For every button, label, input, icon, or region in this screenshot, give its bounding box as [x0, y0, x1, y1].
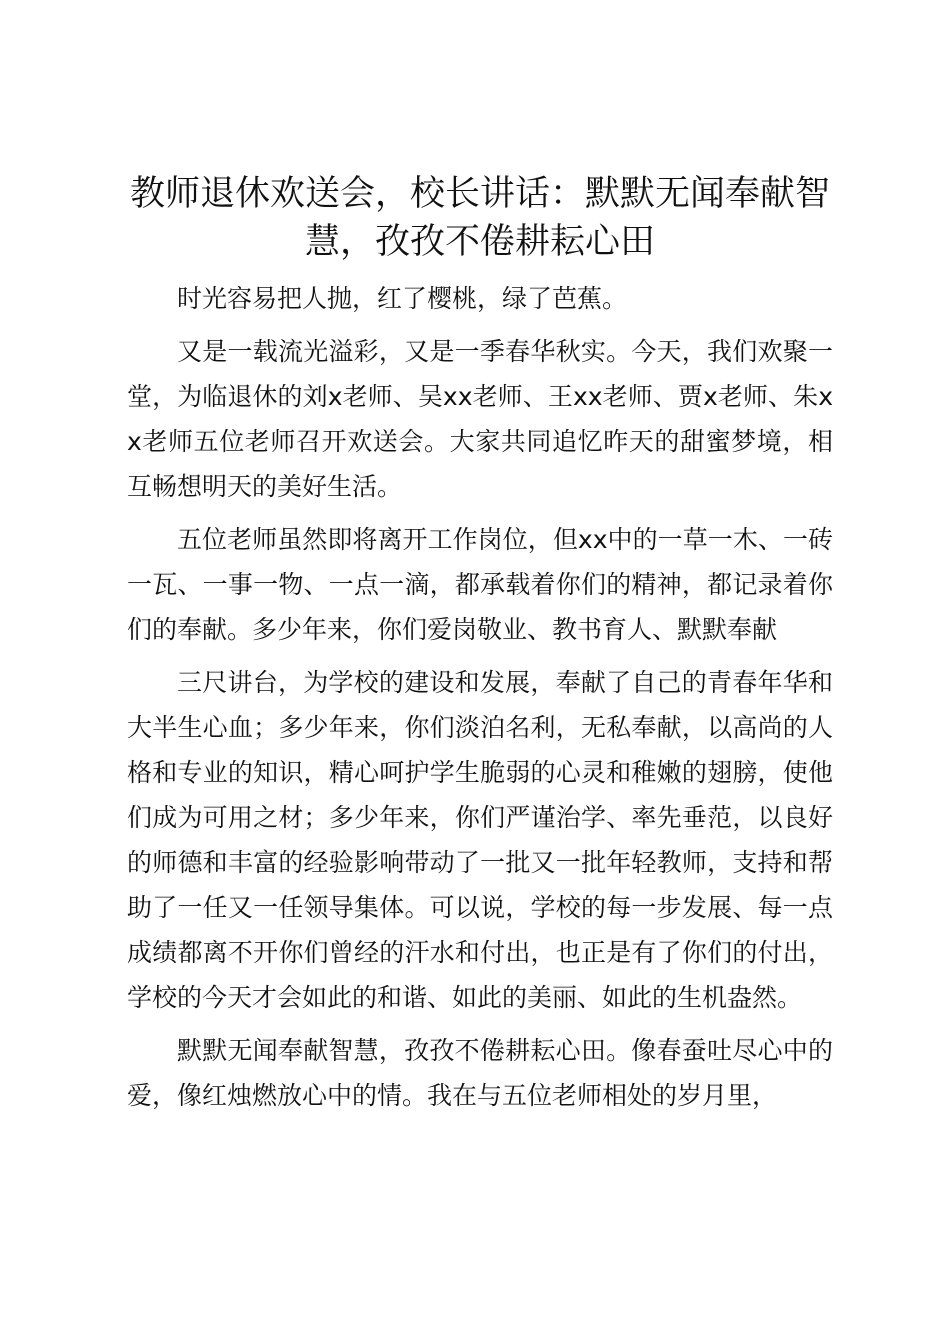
paragraph-5: 默默无闻奉献智慧，孜孜不倦耕耘心田。像春蚕吐尽心中的爱，像红烛燃放心中的情。我在与五位老师相处的岁月里， [127, 1036, 833, 1110]
paragraph-1: 时光容易把人抛，红了樱桃，绿了芭蕉。 [177, 284, 628, 313]
paragraph-3: 五位老师虽然即将离开工作岗位，但xx中的一草一木、一砖一瓦、一事一物、一点一滴，都承载着你们的精神，都记录着你们的奉献。多少年来，你们爱岗敬业、教书育人、默默奉献 [127, 525, 833, 644]
document-title: 教师退休欢送会，校长讲话：默默无闻奉献智慧，孜孜不倦耕耘心田 [129, 174, 830, 262]
paragraph-4: 三尺讲台，为学校的建设和发展，奉献了自己的青春年华和大半生心血；多少年来，你们淡泊名利，无私奉献，以高尚的人格和专业的知识，精心呵护学生脆弱的心灵和稚嫩的翅膀，使他们成为可用之材；多少年来，你们严谨治学、率先垂范，以良好的师德和丰富的经验影响带动了一批又一批年轻教师，支持和帮助了一任又一任领导集体。可以说，学校的每一步发展、每一点成绩都离不开你们曾经的汗水和付出，也正是有了你们的付出，学校的今天才会如此的和谐、如此的美丽、如此的生机盎然。 [127, 668, 833, 1012]
document-page [127, 170, 833, 1126]
paragraph-2: 又是一载流光溢彩，又是一季春华秋实。今天，我们欢聚一堂，为临退休的刘x老师、吴xx老师、王xx老师、贾x老师、朱xx老师五位老师召开欢送会。大家共同追忆昨天的甜蜜梦境，相互畅想明天的美好生活。 [127, 337, 833, 501]
